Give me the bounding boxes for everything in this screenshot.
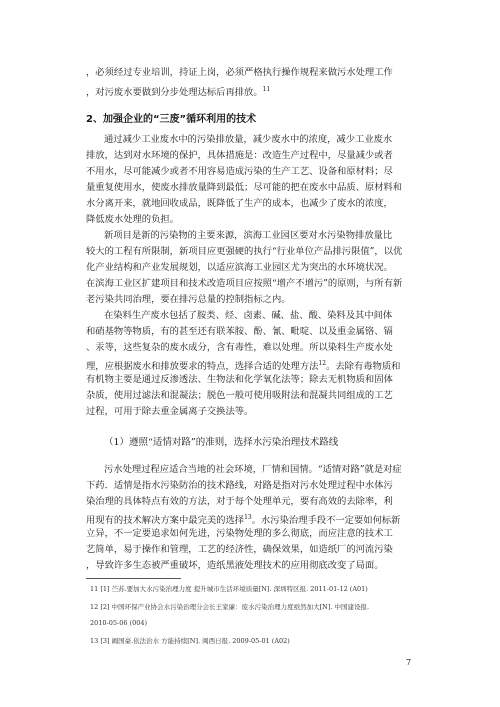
- text-line: 用现有的技术解决方案中最完美的选择$^{13}$。水污染治理手段不一定要如何标新: [86, 514, 401, 527]
- text-line: 新项目是新的污染物的主要来源，滨海工业园区要对水污染物排放量比: [104, 230, 393, 241]
- text-line: 杂质，使用过滤法和混凝法；脱色一般可使用吸附法和混凝共同组成的工艺: [86, 390, 393, 401]
- text-line: 降低废水处理的负担。: [86, 214, 179, 225]
- page-number: 7: [406, 658, 412, 667]
- text-line: ，导致许多生态被严重破坏，造纸黑液处理技术的应用彻底改变了局面。: [86, 560, 384, 571]
- text-line: 排放，达到对水环境的保护，具体措施是：改造生产过程中，尽量减少或者: [86, 150, 393, 161]
- text-line: 在滨海工业区扩建项目和技术改造项目应按照“增产不增污”的原则，与所有新: [86, 278, 403, 289]
- text-line: 艺简单，易于操作和管理，工艺的经济性，确保效果，如造纸厂的河流污染: [86, 544, 393, 555]
- text-line: 、汞等，这些复杂的废水成分，含有毒性，难以处理。所以染料生产废水处: [86, 342, 393, 353]
- text-line: 污水处理过程应适合当地的社会环境，厂情和国情。“适情对路”就是对症: [104, 464, 402, 475]
- text-line: 和硝基物等物质，有的甚至还有联苯胺、酚、氰、毗啶、以及重金属铬、镉: [86, 326, 393, 337]
- text-line: 立异，不一定要追求如何先进，污染物处理的多么彻底，而应注意的技术工: [86, 528, 393, 539]
- text-line: 不用水，尽可能减少或者不用容易造成污染的生产工艺、设备和原材料；尽: [86, 166, 393, 177]
- text-line: 下药．适情是指水污染防治的技术路线，对路是指对污水处理过程中水体污: [86, 480, 393, 491]
- text-line: 老污染共同治理，要在排污总量的控制指标之内。: [86, 294, 291, 305]
- text-line: 通过减少工业废水中的污染排放量，减少废水中的浓度，减少工业废水: [104, 134, 393, 145]
- text-line: ，必须经过专业培训，持证上岗，必须严格执行操作规程来做污水处理工作: [86, 67, 393, 78]
- text-line: 理，应根据废水和排放要求的特点，选择合适的处理方法$^{12}$。去除有毒物质和: [86, 360, 401, 373]
- text-line: 水分离开来，就地回收成品，既降低了生产的成本，也减少了废水的浓度，: [86, 198, 393, 209]
- text-line: 较大的工程有所限制，新项目应更强硬的执行“行业单位产品排污限值”，以优: [86, 246, 403, 257]
- footnote: 11 [1] 苎苏.要加大水污染治理力度 提升城市生活环境质量[N]. 深圳特区报. 2011-01-12 (A01): [90, 585, 368, 593]
- text-line: 在染料生产废水包括了胺类、烃、卤素、碱、盐、酸、染料及其中间体: [104, 310, 393, 321]
- text-line: 染治理的具体特点有效的方法，对于每个处理单元，要有高效的去除率，利: [86, 496, 393, 507]
- section-heading: 2、加强企业的“三废”循环利用的技术: [86, 114, 257, 125]
- footnote-ref: 12: [318, 360, 327, 367]
- text-line: 化产业结构和产业发展规划，以适应滨海工业园区尤为突出的水环境状况。: [86, 262, 393, 273]
- footnote: 13 [3] 阚国豪.依法治水 方能持续[N]. 闽西日报. 2009-05-01 (A02): [90, 637, 290, 645]
- subsection-heading: （1）遵照“适情对路”的准则，选择水污染治理技术路线: [104, 437, 339, 448]
- footnote-divider: [86, 578, 181, 579]
- footnote-ref: 11: [262, 86, 271, 93]
- text-line: ，对污废水要做到分步处理达标后再排放。$^{11}$: [86, 86, 271, 99]
- footnote: 12 [2] 中国环保产业协会水污染治理分会长王家廉：废水污染治理力度亟然加大[N]. 中国建设报.: [90, 603, 370, 611]
- footnote-ref: 13: [244, 514, 252, 521]
- text-line: 量重复使用水，使废水排放量降到最低；尽可能的把在废水中品质、原材料和: [86, 182, 403, 193]
- text-line: 过程，可用于除去重金属离子交换法等。: [86, 406, 254, 417]
- text-line: 有机物主要是通过反渗透法、生物法和化学氧化法等；除去无机物质和固体: [86, 374, 393, 385]
- footnote: 2010-05-06 (004): [90, 619, 148, 627]
